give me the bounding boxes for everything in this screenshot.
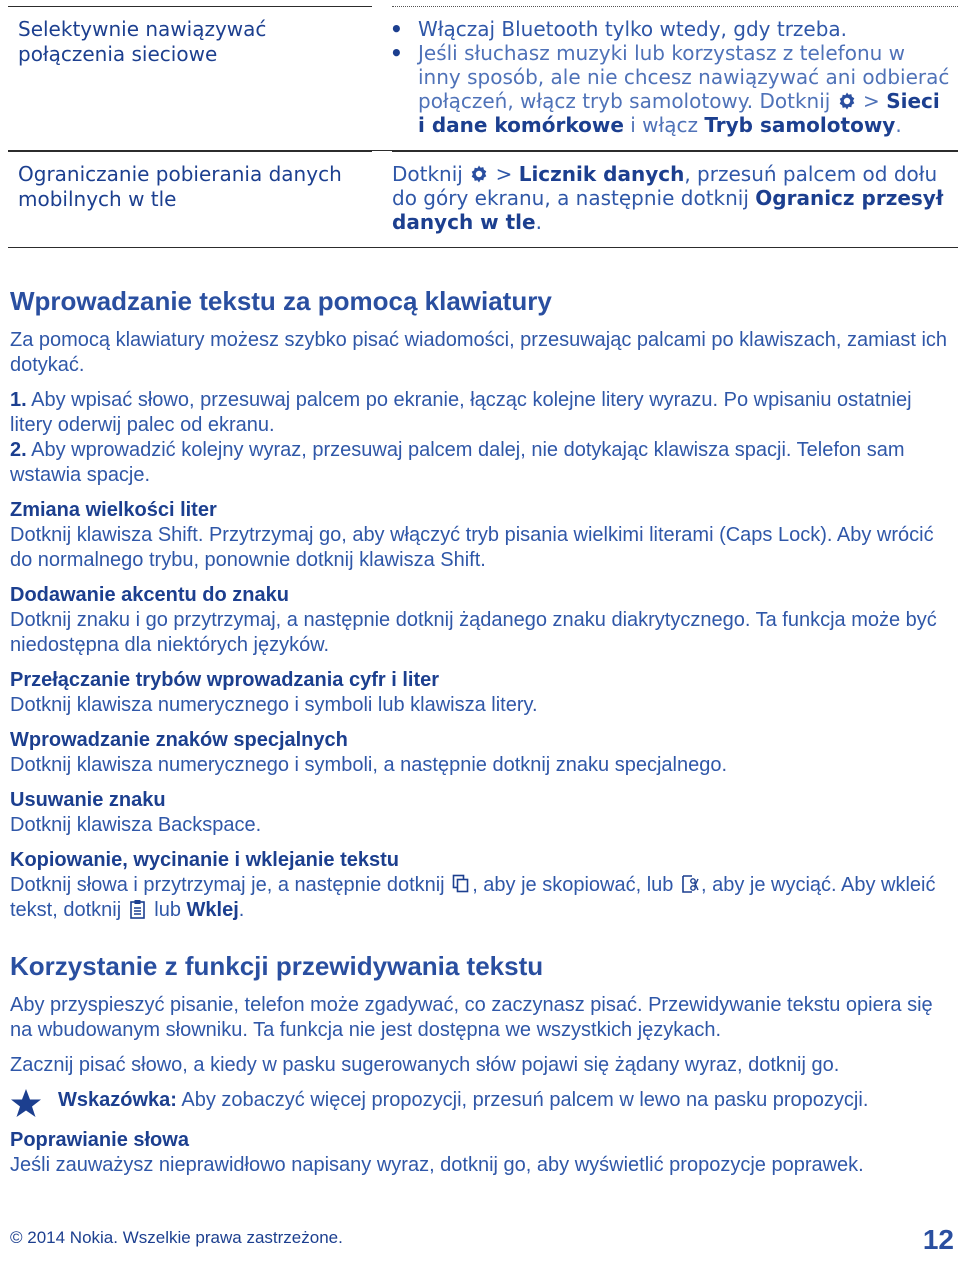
row-label: Ograniczanie pobierania danych mobilnych w tle — [8, 151, 372, 247]
separator-text: > — [489, 162, 519, 186]
step-2 — [10, 438, 955, 488]
bullet-list — [392, 17, 952, 137]
subsection-text: Dotknij klawisza Shift. Przytrzymaj go, aby włączyć tryb pisania wielkimi literami (Caps Lock). Aby wrócić do normalnego trybu, ponownie dotknij klawisza Shift. — [10, 524, 934, 571]
menu-path: Sieci i dane komórkowe — [418, 89, 940, 137]
section-heading: Wprowadzanie tekstu za pomocą klawiatury — [10, 286, 552, 316]
subsection-title: Przełączanie trybów wprowadzania cyfr i liter — [10, 669, 440, 691]
subsection-title: Zmiana wielkości liter — [10, 499, 217, 521]
main-content — [10, 286, 955, 1178]
punctuation: . — [238, 899, 245, 921]
subsection-case — [10, 498, 955, 573]
paste-command: Wklej — [186, 899, 239, 921]
step-number: 2. — [10, 439, 27, 461]
row-content — [392, 151, 958, 247]
tip-content: Aby zobaczyć więcej propozycji, przesuń palcem w lewo na pasku propozycji. — [176, 1089, 869, 1111]
paste-icon — [129, 899, 147, 919]
row-content — [392, 6, 958, 150]
subsection-title: Wprowadzanie znaków specjalnych — [10, 729, 348, 751]
text-span: Dotknij słowa i przytrzymaj je, a następnie dotknij — [10, 874, 451, 896]
setting-name: Tryb samolotowy — [704, 113, 896, 137]
copy-icon — [452, 874, 470, 894]
subsection-text: Dotknij klawisza numerycznego i symboli lub klawisza litery. — [10, 694, 538, 716]
subsection-modes — [10, 668, 955, 718]
table-row — [8, 151, 958, 248]
subsection-special — [10, 728, 955, 778]
text-span: , aby je wyciąć. Aby wkleić tekst, dotknij — [10, 874, 936, 921]
star-icon — [10, 1088, 42, 1118]
setting-name: Ogranicz przesył danych w tle — [392, 186, 944, 234]
table-row — [8, 6, 958, 151]
subsection-title: Kopiowanie, wycinanie i wklejanie tekstu — [10, 849, 400, 871]
section-heading: Korzystanie z funkcji przewidywania tekstu — [10, 951, 544, 981]
subsection-accent — [10, 583, 955, 658]
text-span: , aby je skopiować, lub — [472, 874, 679, 896]
tip-text — [58, 1088, 868, 1113]
text-span: lub — [148, 899, 187, 921]
punctuation: . — [535, 210, 542, 234]
bullet-text: i włącz — [623, 113, 705, 137]
intro-paragraph: Za pomocą klawiatury możesz szybko pisać wiadomości, przesuwając palcami po klawiszach, zamiast ich dotykać. — [10, 329, 948, 376]
cut-icon — [681, 874, 699, 894]
subsection-title: Usuwanie znaku — [10, 789, 166, 811]
subsection-text: Dotknij klawisza Backspace. — [10, 814, 262, 836]
page-number: 12 — [922, 1224, 954, 1255]
subsection-fix — [10, 1128, 955, 1178]
list-item — [392, 41, 952, 137]
gear-icon — [469, 164, 489, 184]
tip-label: Wskazówka: — [58, 1089, 177, 1111]
subsection-title: Poprawianie słowa — [10, 1129, 189, 1151]
bullet-text: Jeśli słuchasz muzyki lub korzystasz z telefonu w inny sposób, ale nie chcesz nawiązywać ani odbierać połączeń, włącz tryb samolotowy. Dotknij — [418, 41, 950, 113]
subsection-text: Dotknij znaku i go przytrzymaj, a następnie dotknij żądanego znaku diakrytycznego. Ta funkcja może być niedostępna dla niektórych języków. — [10, 609, 937, 656]
step-1 — [10, 388, 955, 438]
punctuation: . — [895, 113, 902, 137]
row-label: Selektywnie nawiązywać połączenia sieciowe — [8, 6, 372, 150]
subsection-title: Dodawanie akcentu do znaku — [10, 584, 289, 606]
paragraph: Aby przyspieszyć pisanie, telefon może zgadywać, co zaczynasz pisać. Przewidywanie tekstu opiera się na wbudowanym słowniku. Ta funkcja nie jest dostępna we wszystkich językach. — [10, 994, 933, 1041]
gear-icon — [837, 91, 857, 111]
separator-text: > — [856, 89, 887, 113]
step-number: 1. — [10, 389, 27, 411]
paragraph: Zacznij pisać słowo, a kiedy w pasku sugerowanych słów pojawi się żądany wyraz, dotknij go. — [10, 1054, 840, 1076]
bullet-text: Włączaj Bluetooth tylko wtedy, gdy trzeba. — [418, 17, 848, 41]
tips-table — [8, 6, 958, 248]
subsection-delete — [10, 788, 955, 838]
row-text: , przesuń palcem od dołu do góry ekranu, a następnie dotknij — [392, 162, 938, 210]
row-text: Dotknij — [392, 162, 470, 186]
step-text: Aby wprowadzić kolejny wyraz, przesuwaj palcem dalej, nie dotykając klawisza spacji. Telefon sam wstawia spacje. — [10, 439, 905, 486]
list-item — [392, 17, 952, 41]
menu-path: Licznik danych — [518, 162, 685, 186]
step-text: Aby wpisać słowo, przesuwaj palcem po ekranie, łącząc kolejne litery wyrazu. Po wpisaniu ostatniej litery oderwij palec od ekranu. — [10, 389, 912, 436]
subsection-text: Jeśli zauważysz nieprawidłowo napisany wyraz, dotknij go, aby wyświetlić propozycje poprawek. — [10, 1154, 864, 1176]
subsection-text: Dotknij klawisza numerycznego i symboli, a następnie dotknij znaku specjalnego. — [10, 754, 728, 776]
tip-box — [10, 1088, 955, 1118]
subsection-text — [10, 873, 955, 923]
copyright-footer: © 2014 Nokia. Wszelkie prawa zastrzeżone. — [10, 1228, 343, 1247]
subsection-copy — [10, 848, 955, 923]
